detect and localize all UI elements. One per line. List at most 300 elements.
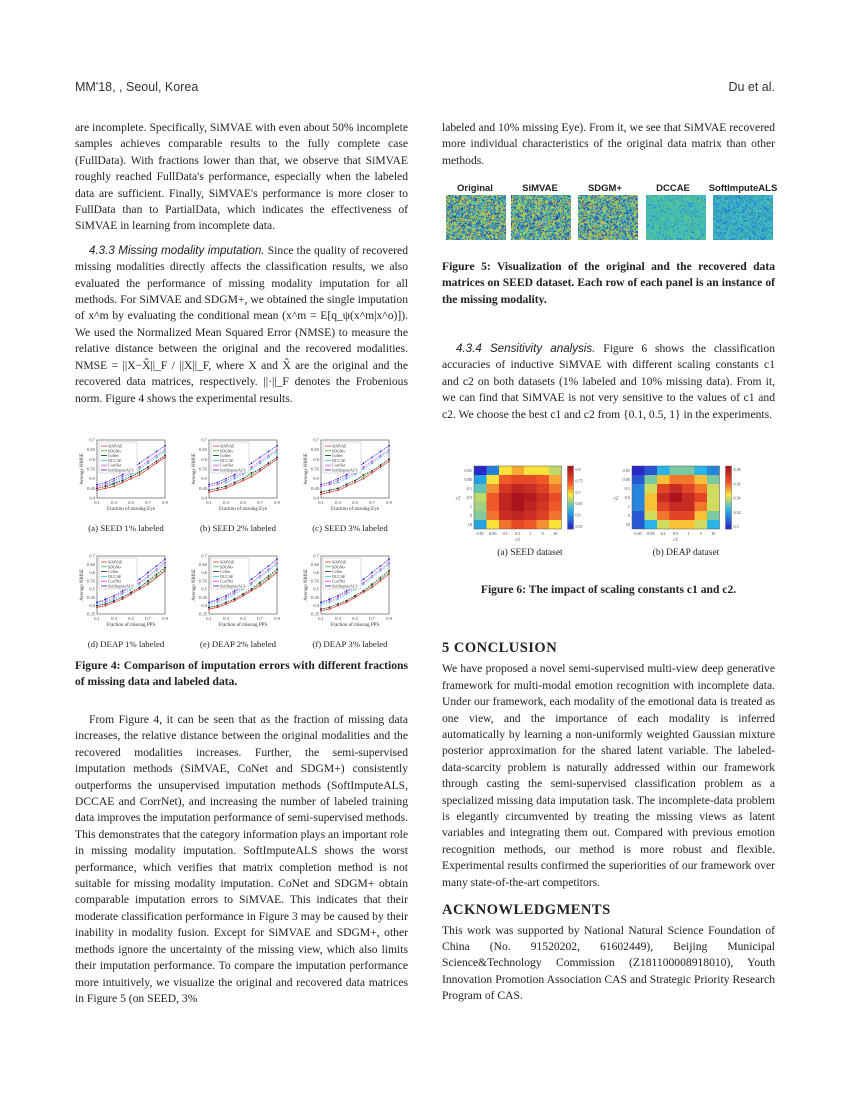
x-axis-label: Fraction of missing PPS xyxy=(218,623,268,628)
colorbar-segment xyxy=(568,502,574,504)
data-point xyxy=(225,597,227,599)
x-tick-label: 0.9 xyxy=(162,616,168,621)
data-point xyxy=(147,466,149,468)
conclusion-body: We have proposed a novel semi-supervised multi-view deep generative framework for multi-modal emotion recognition with incomplete data. Under our framework, each modality of the emotional data is treated as one view, and the importance of each modality is inferred automatically by learning a non-uniformly weighted Gaussian mixture posterior approximation for the shared latent variable. The labeled-data-scarcity problem is naturally addressed within our framework through casting the semi-supervised classification problem as a specialized missing data imputation task. The incomplete-data problem is elegantly circumvented by treating the missing views as latent variables and integrating them out. Compared with previous emotion recognition methods, our method is more robust and flexible. Experimental results confirmed the superiorities of our framework over many state-of-the-art competitors. xyxy=(442,662,775,889)
y-tick-label: 0.45 xyxy=(199,485,207,491)
section-4-3-4-body: Figure 6 shows the classification accuracies of inductive SiMVAE with different scaling constants c1 and c2 on both datasets (1% labeled and 10% missing data). From it, we can find that SiMVAE is not very sensitive to the values of c1 and c2. We choose the best c1 and c2 from {0.1, 0.5, 1} in the experiments. xyxy=(442,342,775,421)
heatmap-cell xyxy=(474,502,487,511)
y-axis-label: c2 xyxy=(613,496,619,502)
conclusion-heading: 5 CONCLUSION xyxy=(442,640,558,656)
x-tick-label: 0.3 xyxy=(111,616,117,621)
figure-6-heatmaps xyxy=(450,460,775,545)
data-point xyxy=(337,595,339,597)
colorbar-tick: 0.75 xyxy=(575,478,583,484)
data-point xyxy=(354,595,356,597)
data-point xyxy=(320,493,322,495)
data-point xyxy=(208,486,210,488)
heatmap-cell xyxy=(645,466,658,475)
data-point xyxy=(164,570,166,572)
heatmap-cell xyxy=(499,484,512,493)
x-tick-label: 0.9 xyxy=(274,616,280,621)
colorbar-segment xyxy=(568,510,574,512)
data-point xyxy=(147,457,149,459)
acknowledgments-body: This work was supported by National Natural Science Foundation of China (No. 91520202, 61602449), Beijing Municipal Science&Technology Commission (Z181100008918010), Youth Innovation Promotion Association CAS and Strategic Priority Research Program of CAS. xyxy=(442,923,775,1003)
data-point xyxy=(225,602,227,604)
data-point xyxy=(130,593,132,595)
colorbar-segment xyxy=(726,491,732,493)
heatmap-cell xyxy=(670,502,683,511)
data-point xyxy=(208,484,210,486)
heatmap-cell xyxy=(487,520,500,529)
x-tick-label: 0.5 xyxy=(673,531,679,536)
data-point xyxy=(164,562,166,564)
legend-label: CoNet xyxy=(108,569,119,575)
left-column-top xyxy=(75,120,408,407)
data-point xyxy=(105,603,107,605)
data-point xyxy=(337,597,339,599)
fig6-subcaption-a: (a) SEED dataset xyxy=(497,548,563,558)
data-point xyxy=(380,457,382,459)
y-tick-label: 0.5 xyxy=(313,586,319,592)
x-tick-label: 1 xyxy=(687,531,690,536)
data-point xyxy=(329,491,331,493)
data-point xyxy=(268,451,270,453)
heatmap-cell xyxy=(632,466,645,475)
data-point xyxy=(234,600,236,602)
data-point xyxy=(156,577,158,579)
data-point xyxy=(122,482,124,484)
heatmap-cell xyxy=(524,475,537,484)
data-point xyxy=(380,577,382,579)
data-point xyxy=(234,484,236,486)
data-point xyxy=(164,451,166,453)
legend-label: CoNet xyxy=(108,453,119,459)
heatmap-cell xyxy=(499,475,512,484)
y-tick-label: 0.65 xyxy=(87,447,95,453)
data-point xyxy=(329,608,331,610)
x-tick-label: 0.9 xyxy=(274,500,280,505)
colorbar-tick: 0.55 xyxy=(575,524,583,529)
data-point xyxy=(139,466,141,468)
heatmap-cell xyxy=(645,511,658,520)
data-point xyxy=(276,572,278,574)
data-point xyxy=(234,598,236,600)
fig5-label-softimputeals: SoftImputeALS xyxy=(708,183,778,194)
data-point xyxy=(268,568,270,570)
x-tick-label: 1 xyxy=(529,531,532,536)
data-point xyxy=(268,464,270,466)
data-point xyxy=(354,480,356,482)
x-tick-label: 0.7 xyxy=(369,616,375,621)
legend-label: CorrNet xyxy=(220,578,234,584)
fig4-subcaption: (e) DEAP 2% labeled xyxy=(199,639,277,649)
data-point xyxy=(251,466,253,468)
x-tick-label: 0.1 xyxy=(206,616,212,621)
paragraph-missing-modality xyxy=(75,243,408,407)
y-tick-label: 0.1 xyxy=(466,486,472,491)
x-tick-label: 0.1 xyxy=(94,500,100,505)
heatmap-cell xyxy=(499,502,512,511)
legend-label: DCCAE xyxy=(220,573,234,579)
legend-label: CoNet xyxy=(220,569,231,575)
fig5-matrix-simvae xyxy=(511,195,571,240)
heatmap-cell xyxy=(645,502,658,511)
y-tick-label: 0.4 xyxy=(89,495,95,501)
data-point xyxy=(371,470,373,472)
data-point xyxy=(346,474,348,476)
data-point xyxy=(122,598,124,600)
colorbar-segment xyxy=(726,504,732,506)
fig4-subcaption: (d) DEAP 1% labeled xyxy=(87,639,165,649)
data-point xyxy=(217,482,219,484)
colorbar-segment xyxy=(568,474,574,476)
data-point xyxy=(320,484,322,486)
data-point xyxy=(337,598,339,600)
heatmap-cell xyxy=(524,493,537,502)
heatmap-cell xyxy=(645,520,658,529)
data-point xyxy=(371,585,373,587)
data-point xyxy=(105,487,107,489)
x-tick-label: 0.7 xyxy=(145,616,151,621)
data-point xyxy=(147,582,149,584)
data-point xyxy=(156,462,158,464)
heatmap-cell xyxy=(657,502,670,511)
data-point xyxy=(164,567,166,569)
data-point xyxy=(208,606,210,608)
heatmap-cell xyxy=(474,511,487,520)
data-point xyxy=(122,474,124,476)
data-point xyxy=(147,468,149,470)
y-tick-label: 0.7 xyxy=(201,553,207,559)
data-point xyxy=(329,606,331,608)
heatmap-cell xyxy=(549,502,562,511)
data-point xyxy=(208,489,210,491)
data-point xyxy=(320,610,322,612)
y-tick-label: 0.65 xyxy=(311,447,319,453)
data-point xyxy=(139,462,141,464)
heatmap-cell xyxy=(537,466,550,475)
data-point xyxy=(139,474,141,476)
data-point xyxy=(388,570,390,572)
colorbar-segment xyxy=(726,519,732,521)
colorbar-segment xyxy=(726,508,732,510)
data-point xyxy=(217,487,219,489)
data-point xyxy=(139,587,141,589)
legend xyxy=(323,442,361,473)
fig4-subcaption: (c) SEED 3% labeled xyxy=(312,523,388,533)
heatmap-cell xyxy=(645,475,658,484)
y-tick-label: 10 xyxy=(467,522,472,527)
heatmap-cell xyxy=(707,484,720,493)
heatmap-cell xyxy=(682,475,695,484)
data-point xyxy=(346,484,348,486)
data-point xyxy=(225,595,227,597)
x-axis-label: Fraction of missing PPS xyxy=(106,623,156,628)
fig5-label-dccae: DCCAE xyxy=(656,183,690,194)
heatmap-cell xyxy=(512,502,525,511)
data-point xyxy=(251,582,253,584)
heatmap-cell xyxy=(512,493,525,502)
data-point xyxy=(208,608,210,610)
legend-label: CorrNet xyxy=(220,462,234,468)
legend-label: CorrNet xyxy=(108,578,122,584)
left-column-bottom xyxy=(75,712,408,1007)
data-point xyxy=(113,480,115,482)
heatmap-cell xyxy=(487,475,500,484)
data-point xyxy=(217,605,219,607)
colorbar-segment xyxy=(568,508,574,510)
legend-label: SoftImputeALS xyxy=(220,467,246,473)
y-tick-label: 0.65 xyxy=(311,561,319,567)
x-axis-label: Fraction of missing Eye xyxy=(331,507,379,512)
data-point xyxy=(268,575,270,577)
colorbar-segment xyxy=(726,500,732,502)
data-point xyxy=(234,593,236,595)
fig4-subcaption: (b) SEED 2% labeled xyxy=(200,523,276,533)
heatmap-cell xyxy=(512,475,525,484)
data-point xyxy=(122,476,124,478)
data-point xyxy=(147,572,149,574)
data-point xyxy=(337,487,339,489)
y-tick-label: 0.4 xyxy=(313,495,319,501)
data-point xyxy=(363,478,365,480)
y-axis-label: c2 xyxy=(455,496,461,502)
data-point xyxy=(346,593,348,595)
colorbar-segment xyxy=(568,481,574,483)
y-tick-label: 0.7 xyxy=(201,437,207,443)
heatmap-cell xyxy=(670,466,683,475)
data-point xyxy=(259,582,261,584)
data-point xyxy=(251,590,253,592)
y-tick-label: 0.5 xyxy=(313,476,319,482)
x-tick-label: 0.3 xyxy=(223,616,229,621)
data-point xyxy=(217,606,219,608)
legend-label: SDGM+ xyxy=(332,564,346,570)
colorbar-segment xyxy=(726,521,732,523)
data-point xyxy=(363,466,365,468)
data-point xyxy=(268,578,270,580)
acknowledgments-heading: ACKNOWLEDGMENTS xyxy=(442,902,611,919)
data-point xyxy=(268,565,270,567)
legend xyxy=(211,558,249,589)
figure-5-caption-block xyxy=(442,259,775,308)
heatmap-cell xyxy=(512,511,525,520)
y-tick-label: 0.35 xyxy=(311,611,319,617)
heatmap-cell xyxy=(707,493,720,502)
data-point xyxy=(337,489,339,491)
data-point xyxy=(363,476,365,478)
heatmap-cell xyxy=(657,511,670,520)
x-axis-label: Fraction of missing Eye xyxy=(219,507,267,512)
y-tick-label: 0.45 xyxy=(199,594,207,600)
data-point xyxy=(276,458,278,460)
colorbar-tick: 0.7 xyxy=(575,489,581,495)
y-tick-label: 0.55 xyxy=(199,578,207,584)
data-point xyxy=(96,486,98,488)
fig4-panel-3 xyxy=(80,554,169,650)
legend-label: CorrNet xyxy=(108,462,122,468)
data-point xyxy=(320,491,322,493)
data-point xyxy=(139,578,141,580)
data-point xyxy=(346,476,348,478)
heatmap-cell xyxy=(524,511,537,520)
heatmap-cell xyxy=(499,466,512,475)
legend-label: DCCAE xyxy=(332,457,346,463)
legend-label: SDGM+ xyxy=(108,448,122,454)
heatmap-cell xyxy=(682,466,695,475)
x-tick-label: 0.7 xyxy=(369,500,375,505)
colorbar-tick: 0.34 xyxy=(733,495,741,501)
data-point xyxy=(164,457,166,459)
heatmap-cell xyxy=(524,466,537,475)
data-point xyxy=(276,562,278,564)
data-point xyxy=(388,573,390,575)
heatmap-cell xyxy=(657,466,670,475)
colorbar-segment xyxy=(726,506,732,508)
y-tick-label: 0.55 xyxy=(87,466,95,472)
fig4-subcaption: (f) DEAP 3% labeled xyxy=(312,639,388,649)
y-axis-label: Average NMSE xyxy=(304,453,309,485)
heatmap-cell xyxy=(549,475,562,484)
data-point xyxy=(242,474,244,476)
colorbar-segment xyxy=(568,491,574,493)
colorbar-segment xyxy=(568,523,574,525)
data-point xyxy=(251,588,253,590)
data-point xyxy=(371,472,373,474)
colorbar-segment xyxy=(568,525,574,527)
data-point xyxy=(130,592,132,594)
data-point xyxy=(105,482,107,484)
data-point xyxy=(380,565,382,567)
data-point xyxy=(251,462,253,464)
data-point xyxy=(225,603,227,605)
legend-label: CoNet xyxy=(332,569,343,575)
legend-label: SoftImputeALS xyxy=(108,583,134,589)
y-tick-label: 0.55 xyxy=(87,578,95,584)
data-point xyxy=(122,592,124,594)
colorbar-segment xyxy=(726,498,732,500)
data-point xyxy=(388,563,390,565)
data-point xyxy=(380,570,382,572)
fig5-label-original: Original xyxy=(457,183,493,194)
y-tick-label: 0.5 xyxy=(201,586,207,592)
data-point xyxy=(268,570,270,572)
heatmap-cell xyxy=(707,520,720,529)
data-point xyxy=(113,478,115,480)
heatmap-cell xyxy=(682,502,695,511)
data-point xyxy=(217,600,219,602)
fig5-matrix-original xyxy=(446,195,506,240)
heatmap-cell xyxy=(537,484,550,493)
paragraph-figure4-discussion: From Figure 4, it can be seen that as the fraction of missing data increases, the relative distance between the original modalities and the recovered modalities increases. Further, the semi-supervised imputation methods (SiMVAE, CoNet and SDGM+) consistently outperforms the unsupervised imputation methods (SoftImputeALS, DCCAE and CorrNet), and increasing the number of labeled training data improves the imputation performance of semi-supervised methods. This demonstrates that the category information plays an important role in missing modality imputation. SoftImputeALS shows the worst performance, which verifies that matrix completion method is not suitable for missing modality imputation. CoNet and SDGM+ obtain comparable imputation errors to SiMVAE. This indicates that their moderate classification performance in Figure 3 may be caused by their inability in modality fusion. Except for SiMVAE and SDGM+, other methods ignore the uncertainty of the missing view, which also limits their imputation performance. To compare the imputation performance more intuitively, we visualize the original and recovered data matrices in Figure 5 (on SEED, 3% xyxy=(75,713,408,1005)
heatmap-cell xyxy=(487,493,500,502)
y-tick-label: 0.45 xyxy=(87,594,95,600)
y-tick-label: 1 xyxy=(627,504,630,509)
heatmap-cell xyxy=(657,475,670,484)
x-tick-label: 0.01 xyxy=(634,531,643,536)
data-point xyxy=(234,592,236,594)
data-point xyxy=(354,482,356,484)
heatmap-cell xyxy=(549,484,562,493)
heatmap-cell xyxy=(682,493,695,502)
data-point xyxy=(337,478,339,480)
legend xyxy=(323,558,361,589)
data-point xyxy=(388,562,390,564)
heatmap-cell xyxy=(670,475,683,484)
legend-label: SiMVAE xyxy=(332,443,347,449)
data-point xyxy=(208,603,210,605)
data-point xyxy=(371,587,373,589)
data-point xyxy=(329,482,331,484)
colorbar-segment xyxy=(726,487,732,489)
legend-label: SDGM+ xyxy=(220,564,234,570)
data-point xyxy=(276,449,278,451)
data-point xyxy=(156,457,158,459)
data-point xyxy=(346,592,348,594)
heatmap-cell xyxy=(512,484,525,493)
right-column-top xyxy=(442,120,775,169)
fig4-panel-2 xyxy=(304,438,393,534)
data-point xyxy=(251,476,253,478)
data-point xyxy=(371,457,373,459)
heatmap-cell xyxy=(695,484,708,493)
fig5-matrix-softimputeals xyxy=(713,195,773,240)
colorbar-segment xyxy=(568,500,574,502)
x-tick-label: 0.1 xyxy=(94,616,100,621)
data-point xyxy=(130,474,132,476)
data-point xyxy=(380,580,382,582)
heatmap-cell xyxy=(474,484,487,493)
data-point xyxy=(242,593,244,595)
y-tick-label: 0.55 xyxy=(199,466,207,472)
heatmap-cell xyxy=(682,520,695,529)
y-tick-label: 0.7 xyxy=(313,437,319,443)
data-point xyxy=(337,603,339,605)
data-point xyxy=(329,602,331,604)
colorbar-segment xyxy=(568,470,574,472)
legend-label: SoftImputeALS xyxy=(108,467,134,473)
data-point xyxy=(225,598,227,600)
colorbar-segment xyxy=(726,466,732,468)
legend xyxy=(99,442,137,473)
x-tick-label: 0.5 xyxy=(515,531,521,536)
data-point xyxy=(113,595,115,597)
data-point xyxy=(113,482,115,484)
figure-6-caption: Figure 6: The impact of scaling constants c1 and c2. xyxy=(480,583,737,596)
legend-label: DCCAE xyxy=(108,457,122,463)
running-header-left: MM'18, , Seoul, Korea xyxy=(75,80,199,94)
data-point xyxy=(122,597,124,599)
data-point xyxy=(96,605,98,607)
x-tick-label: 0.05 xyxy=(646,531,655,536)
data-point xyxy=(388,451,390,453)
colorbar-segment xyxy=(568,512,574,514)
colorbar-tick: 0.6 xyxy=(575,512,581,518)
heatmap-cell xyxy=(707,475,720,484)
heatmap-cell xyxy=(549,520,562,529)
y-axis-label: Average NMSE xyxy=(80,453,85,485)
data-point xyxy=(276,457,278,459)
legend xyxy=(211,442,249,473)
y-tick-label: 0.65 xyxy=(87,561,95,567)
legend-label: CorrNet xyxy=(332,578,346,584)
x-axis-label: c1 xyxy=(673,538,679,543)
colorbar-tick: 0.8 xyxy=(575,467,581,472)
x-tick-label: 10 xyxy=(711,531,716,536)
x-tick-label: 0.5 xyxy=(128,616,134,621)
data-point xyxy=(225,482,227,484)
right-column-sensitivity xyxy=(442,341,775,423)
